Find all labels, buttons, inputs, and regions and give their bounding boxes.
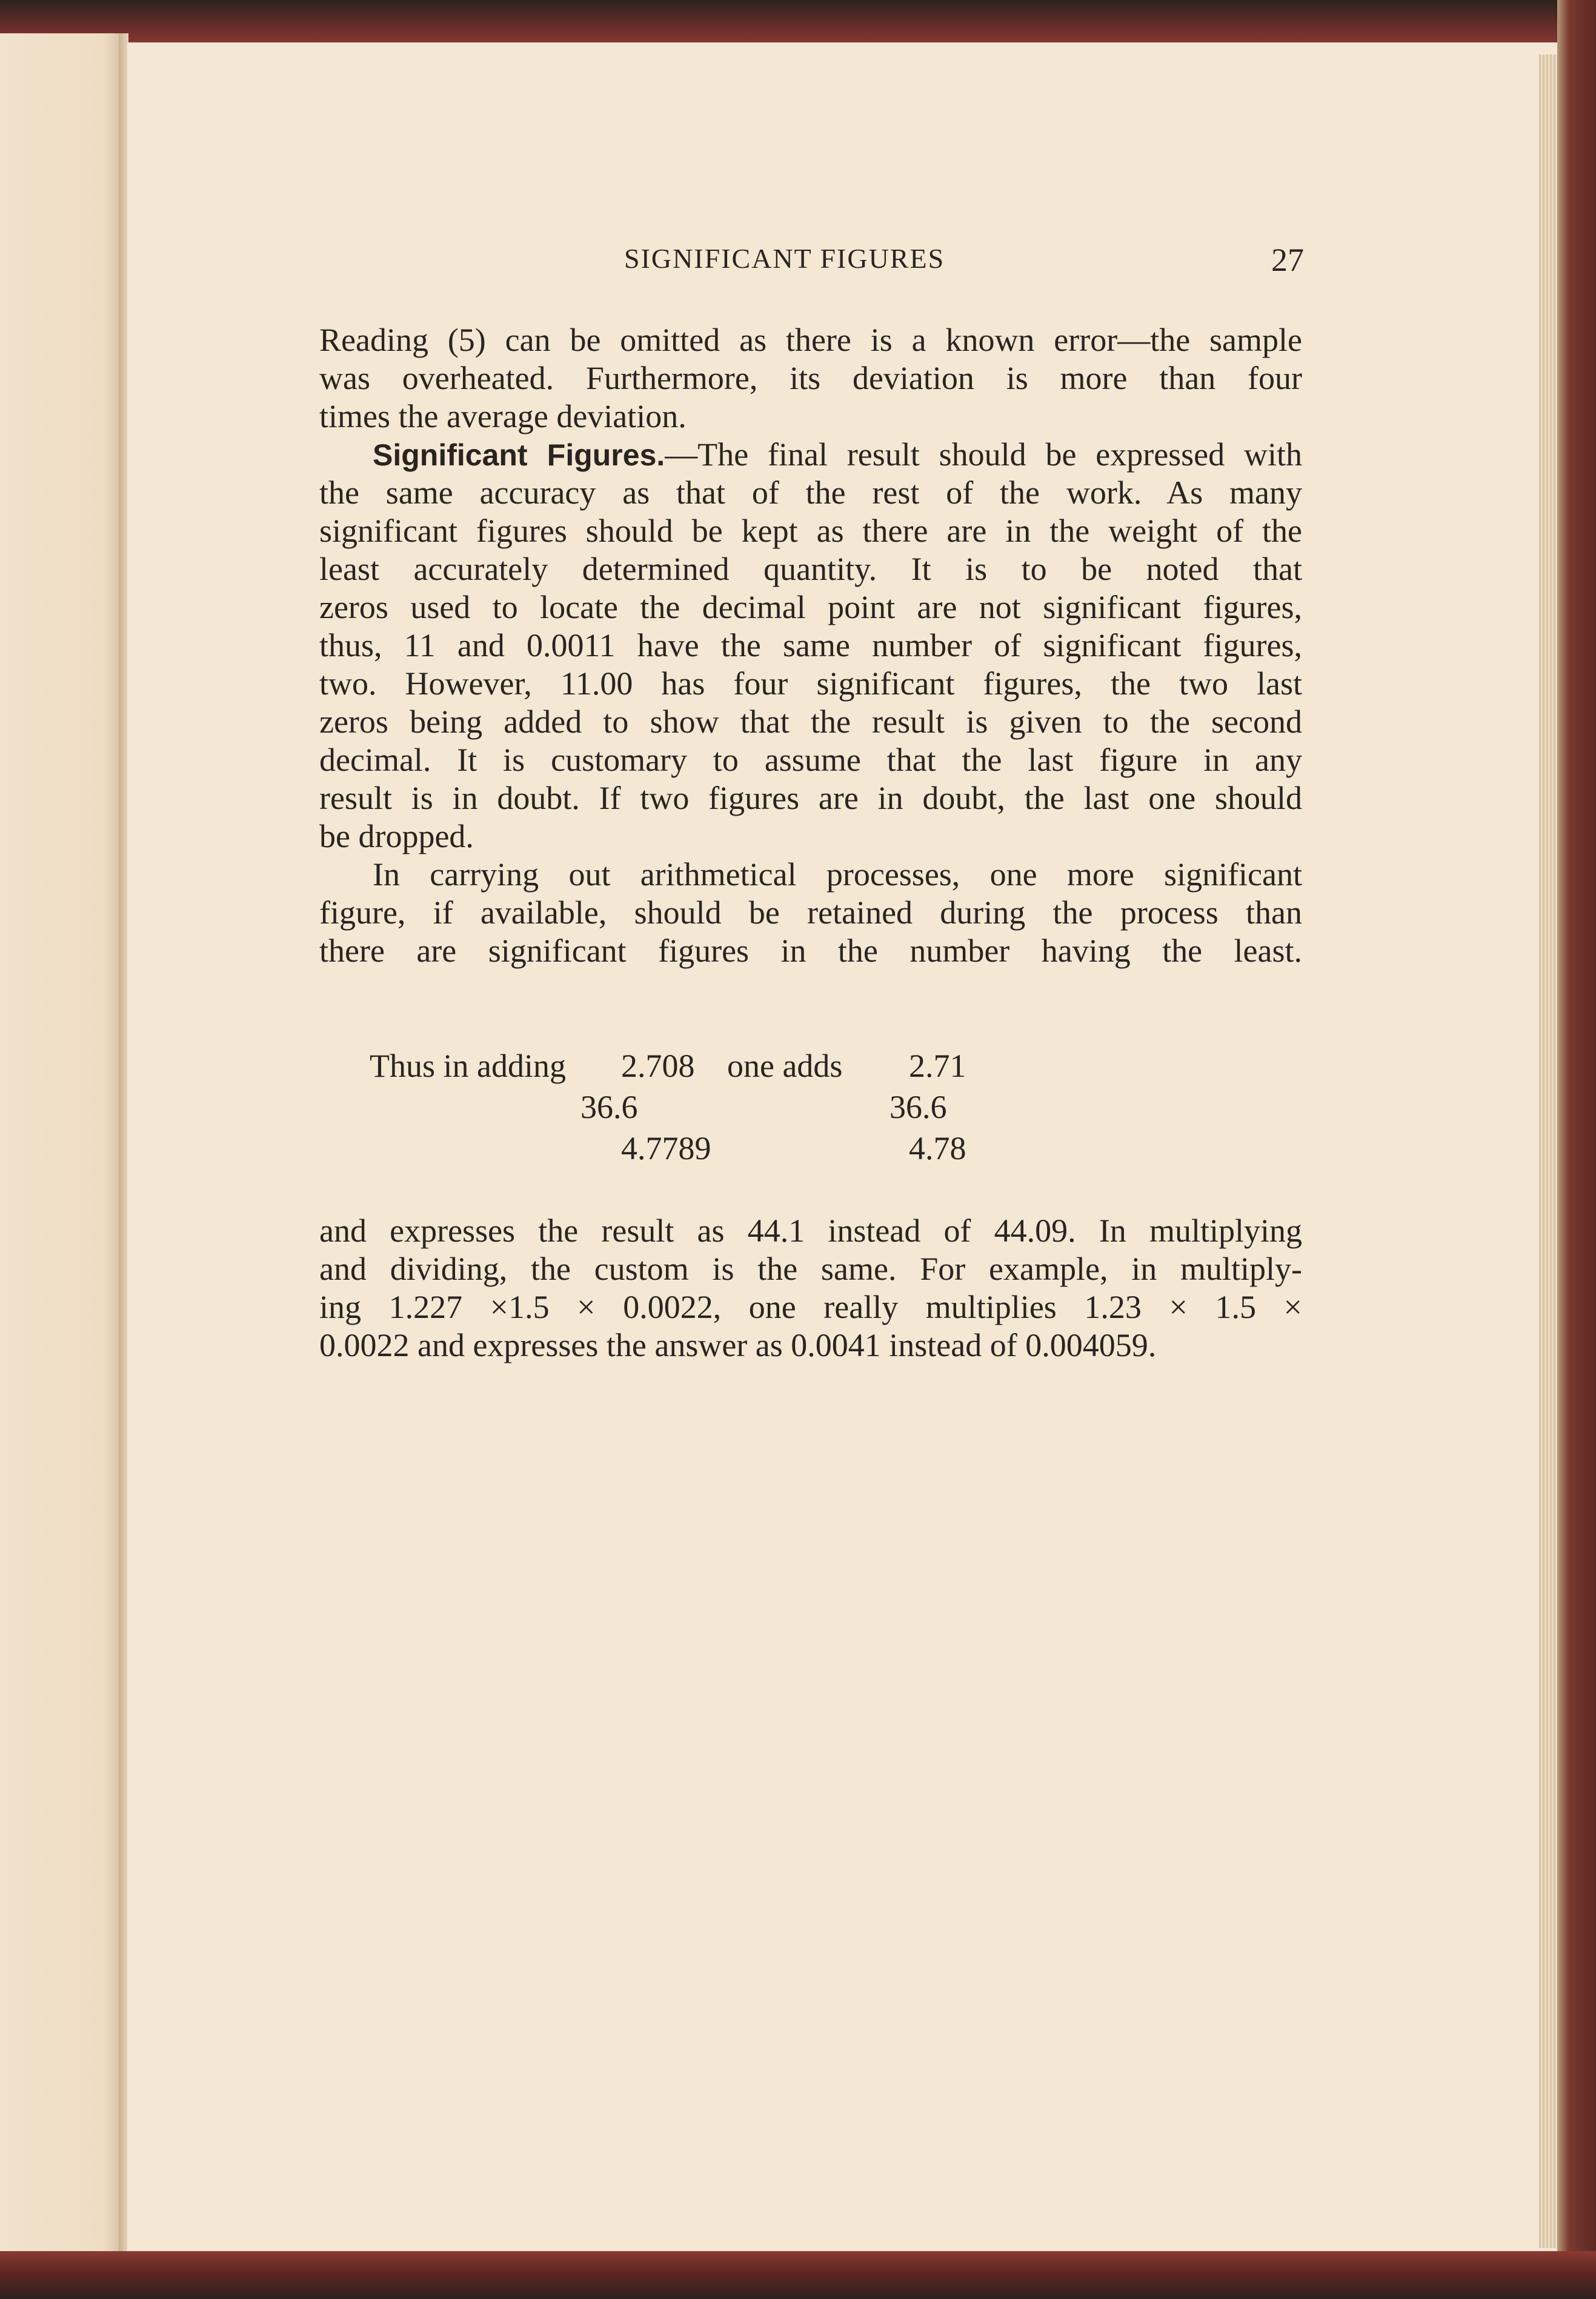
text-line xyxy=(319,436,1302,474)
text-line: thus, 11 and 0.0011 have the same number of significant figures, xyxy=(319,627,1302,664)
text-line: the same accuracy as that of the rest of the work. As many xyxy=(319,474,1302,511)
running-head: SIGNIFICANT FIGURES xyxy=(624,243,945,274)
paragraph-3 xyxy=(319,856,1302,970)
text-line: In carrying out arithmetical processes, one more significant xyxy=(373,856,1302,893)
original-value: 4.7789 xyxy=(621,1130,711,1166)
text-line: be dropped. xyxy=(319,818,474,854)
page-header xyxy=(0,242,1596,285)
rounded-value: 4.78 xyxy=(909,1130,966,1166)
text-line: significant figures should be kept as there are in the weight of the xyxy=(319,513,1302,549)
text-line: 0.0022 and expresses the answer as 0.0041 instead of 0.004059. xyxy=(319,1327,1157,1363)
text-line: ing 1.227 ×1.5 × 0.0022, one really multiplies 1.23 × 1.5 × xyxy=(319,1289,1302,1325)
example-lead: Thus in adding xyxy=(370,1048,566,1084)
paragraph-significant-figures xyxy=(319,436,1302,856)
text-line: result is in doubt. If two figures are in doubt, the last one should xyxy=(319,780,1302,816)
left-page-margin xyxy=(0,33,121,2263)
original-value: 2.708 xyxy=(621,1048,695,1084)
section-heading: Significant Figures. xyxy=(373,438,665,472)
page-edges xyxy=(1539,55,1557,2248)
paragraph-4 xyxy=(319,1212,1302,1365)
text-line: figure, if available, should be retained during the process than xyxy=(319,894,1302,931)
text-line: times the average deviation. xyxy=(319,398,687,434)
paragraph-1 xyxy=(319,321,1302,436)
text-line: Reading (5) can be omitted as there is a known error—the sample xyxy=(319,322,1302,358)
text-line: there are significant figures in the number having the least. xyxy=(319,933,1302,969)
text-line: and expresses the result as 44.1 instead of 44.09. In multiplying xyxy=(319,1213,1302,1249)
text-line: least accurately determined quantity. It is to be noted that xyxy=(319,551,1302,587)
text-line: zeros used to locate the decimal point are not significant figures, xyxy=(319,589,1302,625)
book-cover-bottom-edge xyxy=(0,2251,1596,2299)
text-line: was overheated. Furthermore, its deviation is more than four xyxy=(319,360,1302,396)
rounded-value: 36.6 xyxy=(889,1089,947,1125)
text-line: zeros being added to show that the result is given to the second xyxy=(319,704,1302,740)
page-number: 27 xyxy=(1271,242,1304,278)
text-line: two. However, 11.00 has four significant figures, the two last xyxy=(319,665,1302,702)
text-line: decimal. It is customary to assume that the last figure in any xyxy=(319,742,1302,778)
original-value: 36.6 xyxy=(580,1089,638,1125)
book-cover-right-edge xyxy=(1557,0,1596,2299)
rounded-value: 2.71 xyxy=(909,1048,966,1084)
text-span: —The final result should be expressed with xyxy=(665,436,1302,473)
text-line: and dividing, the custom is the same. For example, in multiply- xyxy=(319,1251,1302,1287)
book-cover-top-edge xyxy=(0,0,1596,48)
example-mid: one adds xyxy=(727,1048,843,1084)
